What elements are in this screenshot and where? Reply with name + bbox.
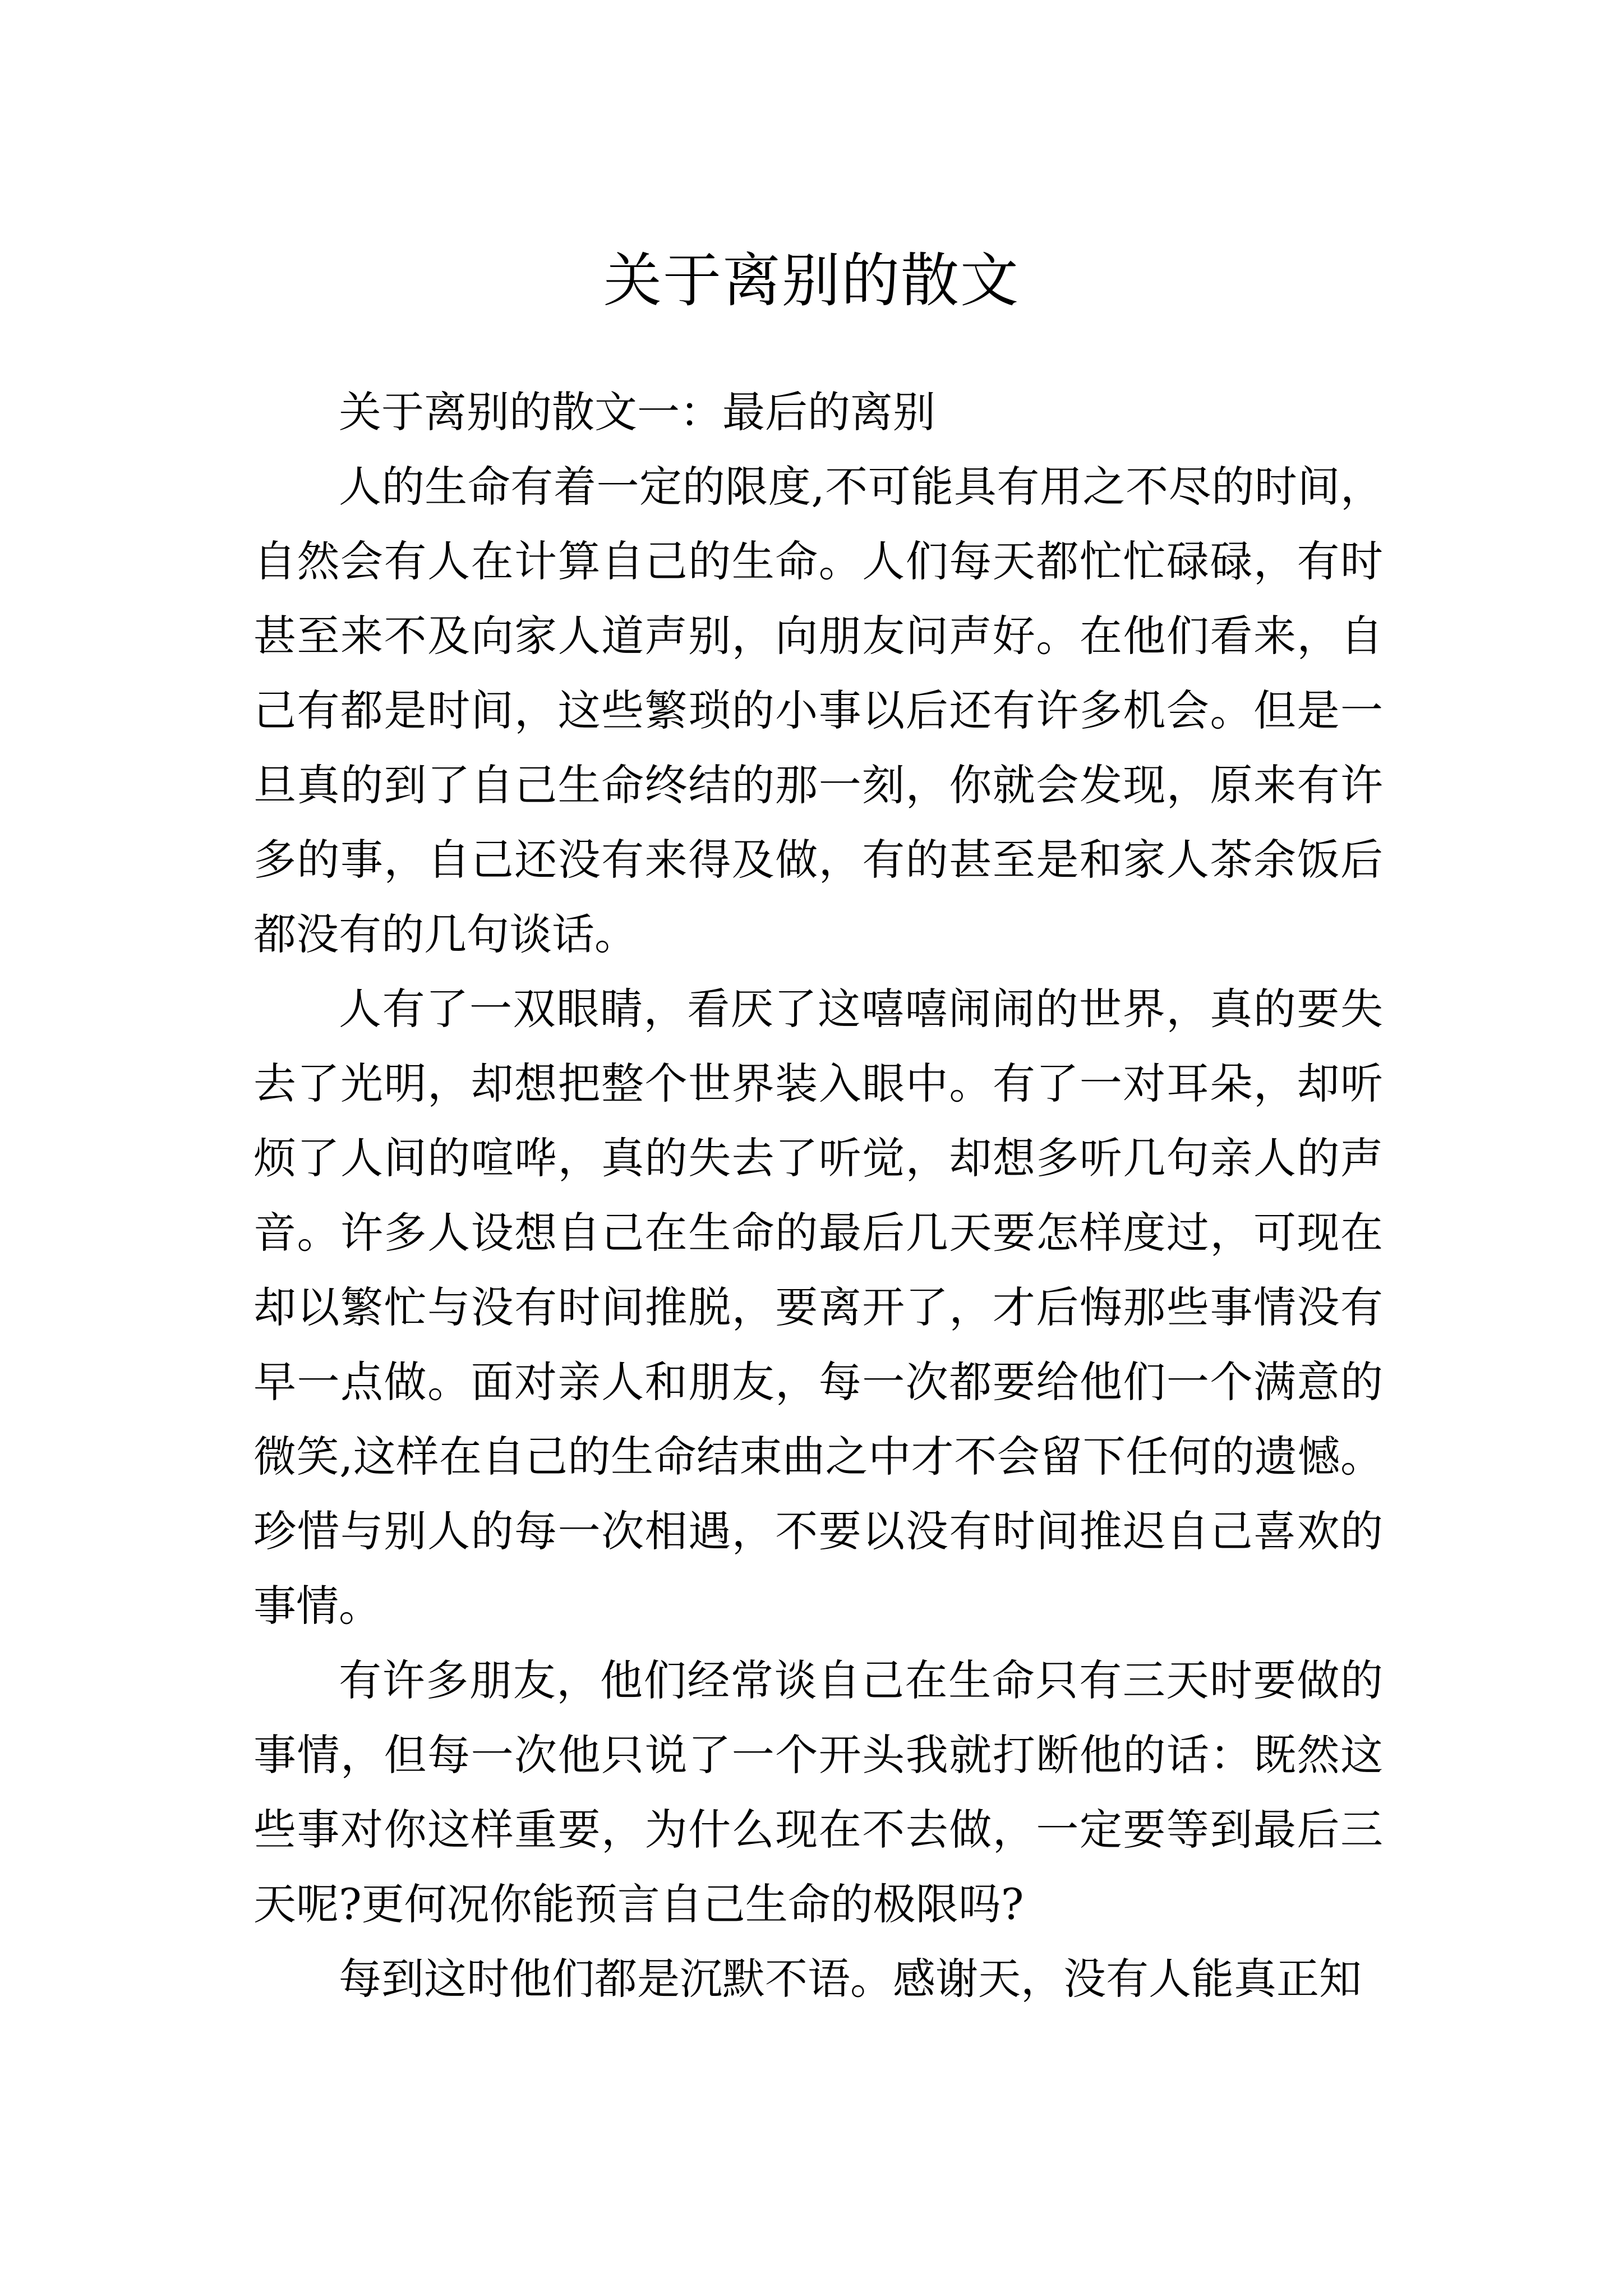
paragraph-3: 有许多朋友，他们经常谈自己在生命只有三天时要做的事情，但每一次他只说了一个开头我就打断他的话：既然这些事对你这样重要，为什么现在不去做，一定要等到最后三天呢?更何况你能预言自己生命的极限吗? <box>253 1655 1383 1929</box>
document-body <box>253 375 1383 2016</box>
paragraph-4: 每到这时他们都是沉默不语。感谢天，没有人能真正知 <box>339 1954 1362 2004</box>
section-heading: 关于离别的散文一：最后的离别 <box>339 387 935 437</box>
paragraph-1: 人的生命有着一定的限度,不可能具有用之不尽的时间，自然会有人在计算自己的生命。人们每天都忙忙碌碌，有时甚至来不及向家人道声别，向朋友问声好。在他们看来，自己有都是时间，这些繁琐的小事以后还有许多机会。但是一旦真的到了自己生命终结的那一刻，你就会发现，原来有许多的事，自己还没有来得及做，有的甚至是和家人茶余饭后都没有的几句谈话。 <box>253 462 1383 959</box>
document-title: 关于离别的散文 <box>603 246 1020 315</box>
paragraph-2: 人有了一双眼睛，看厌了这嘻嘻闹闹的世界，真的要失去了光明，却想把整个世界装入眼中。有了一对耳朵，却听烦了人间的喧哗，真的失去了听觉，却想多听几句亲人的声音。许多人设想自己在生命的最后几天要怎样度过，可现在却以繁忙与没有时间推脱，要离开了，才后悔那些事情没有早一点做。面对亲人和朋友，每一次都要给他们一个满意的微笑,这样在自己的生命结束曲之中才不会留下任何的遗憾。珍惜与别人的每一次相遇，不要以没有时间推迟自己喜欢的事情。 <box>253 984 1383 1631</box>
